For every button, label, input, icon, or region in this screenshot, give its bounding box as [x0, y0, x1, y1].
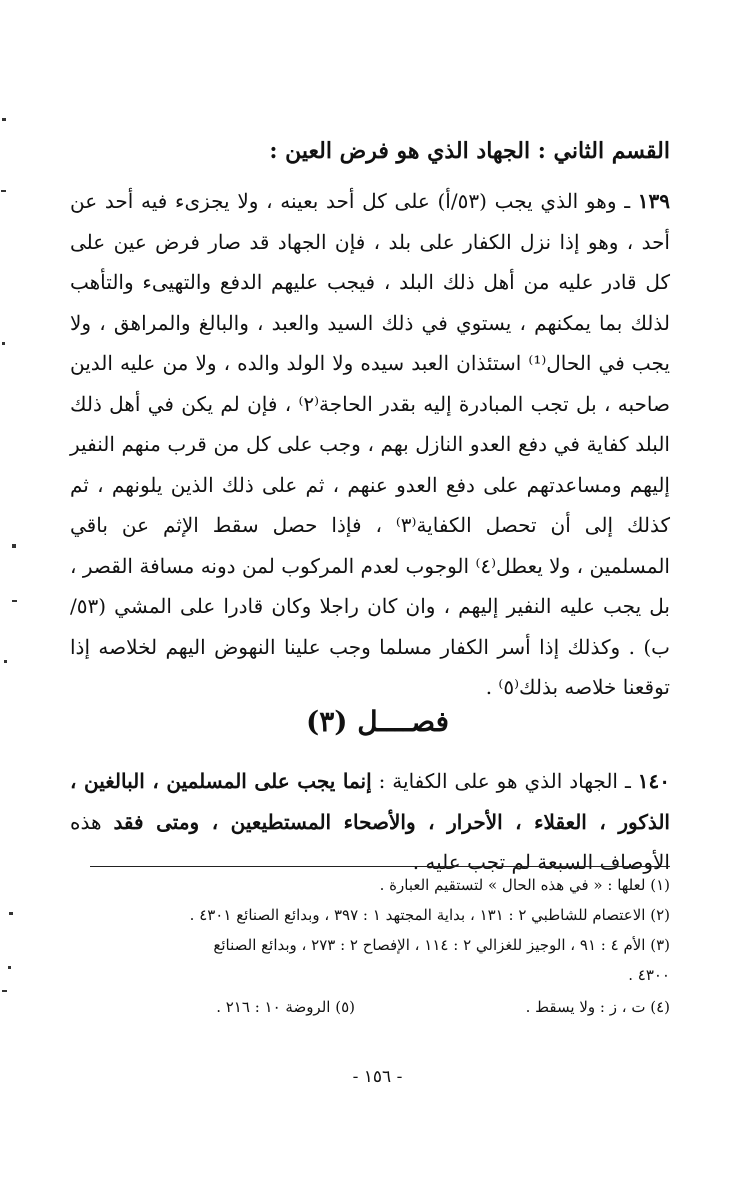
- paragraph-number: ١٤٠: [637, 769, 670, 793]
- footnote-5: (٥) الروضة ١٠ : ٢١٦ .: [216, 998, 355, 1016]
- scan-speck: [2, 990, 7, 992]
- footnote-4: (٤) ت ، ز : ولا يسقط .: [525, 998, 670, 1016]
- paragraph-text: ـ وهو الذي يجب (٥٣/أ) على كل أحد بعينه ، ولا يجزىء فيه أحد عن أحد ، وهو إذا نزل الكفار على بلد ، فإن الجهاد قد صار فرض عين على كل قادر عليه من أهل ذلك البلد ، فيجب عليهم الدفع والتهيىء والتأهب لذلك بما يمكنهم ، يستوي في ذلك السيد والعبد ، والبالغ والمراهق ، ولا يجب في الحال⁽¹⁾ استئذان العبد سيده ولا الولد والده ، ولا من عليه الدين صاحبه ، بل تجب المبادرة إليه بقدر الحاجة⁽٢⁾ ، فإن لم يكن في أهل ذلك البلد كفاية في دفع العدو النازل بهم ، وجب على كل من قرب منهم النفير إليهم ومساعدتهم على دفع العدو عنهم ، ثم على ذلك الذين يلونهم ، ثم كذلك إلى أن تحصل الكفاية⁽٣⁾ ، فإذا حصل سقط الإثم عن باقي المسلمين ، ولا يعطل⁽٤⁾ الوجوب لعدم المركوب لمن دونه مسافة القصر ، بل يجب عليه النفير إليهم ، وان كان راجلا وكان قادرا على المشي (٥٣/ب) . وكذلك إذا أسر الكفار مسلما وجب علينا النهوض اليهم لخلاصه إذا توقعنا خلاصه بذلك⁽٥⁾ .: [70, 189, 670, 699]
- scan-speck: [1, 190, 6, 192]
- scan-speck: [2, 118, 6, 121]
- scan-speck: [12, 544, 16, 548]
- scan-speck: [2, 342, 5, 345]
- footnote-3: (٣) الأم ٤ : ٩١ ، الوجيز للغزالي ٢ : ١١٤ ، الإفصاح ٢ : ٢٧٣ ، وبدائع الصنائع: [213, 936, 670, 954]
- paragraph-intro: ـ الجهاد الذي هو على الكفاية :: [371, 769, 631, 793]
- chapter-title: فصــــل (٣): [306, 705, 449, 738]
- paragraph-bold-text: إنما يجب على المسلمين ، البالغين ، الذكور ، العقلاء ، الأحرار ، والأصحاء المستطيعين ، ومتى فقد: [70, 769, 670, 834]
- footnote-divider: [90, 866, 670, 867]
- paragraph-140: [70, 761, 670, 883]
- footnote-3-continuation: ٤٣٠٠ .: [628, 966, 670, 984]
- section-heading: القسم الثاني : الجهاد الذي هو فرض العين :: [269, 138, 670, 164]
- paragraph-tail: هذه الأوصاف السبعة لم تجب عليه .: [70, 809, 670, 874]
- page-number: - ١٥٦ -: [352, 1067, 403, 1087]
- footnote-2: (٢) الاعتصام للشاطبي ٢ : ١٣١ ، بداية المجتهد ١ : ٣٩٧ ، وبدائع الصنائع ٤٣٠١ .: [189, 906, 670, 924]
- scan-speck: [4, 660, 7, 663]
- scan-speck: [8, 966, 11, 969]
- paragraph-139: [70, 181, 670, 708]
- scan-speck: [12, 600, 17, 602]
- footnote-1: (١) لعلها : « في هذه الحال » لتستقيم العبارة .: [379, 876, 670, 894]
- paragraph-number: ١٣٩: [637, 189, 670, 213]
- scan-speck: [9, 912, 13, 915]
